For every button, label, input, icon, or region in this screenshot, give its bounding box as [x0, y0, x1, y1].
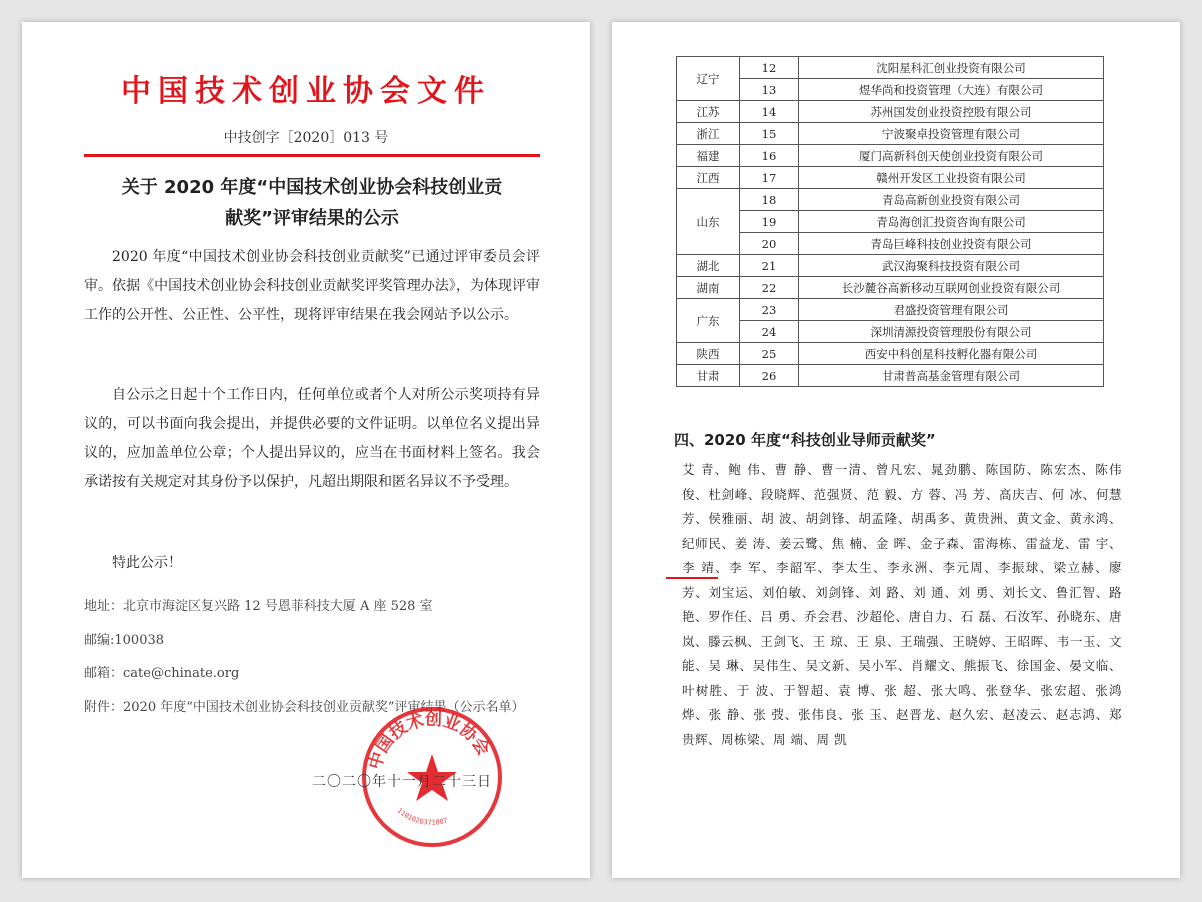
organization-cell: 煜华尚和投资管理（大连）有限公司	[799, 79, 1104, 101]
attachment-note: 附件：2020 年度“中国技术创业协会科技创业贡献奖”评审结果（公示名单）	[84, 700, 525, 715]
notice-title-line1: 关于 2020 年度“中国技术创业协会科技创业贡	[121, 177, 503, 198]
province-cell: 浙江	[677, 123, 740, 145]
seal-number: 1101020371007	[395, 806, 449, 827]
organization-cell: 沈阳星科汇创业投资有限公司	[799, 57, 1104, 79]
number-cell: 18	[740, 189, 799, 211]
svg-text:1101020371007	[396, 807, 449, 827]
table-row	[677, 233, 1104, 255]
organization-cell: 青岛高新创业投资有限公司	[799, 189, 1104, 211]
number-cell: 12	[740, 57, 799, 79]
document-number: 中技创字［2020］013 号	[223, 130, 389, 146]
paragraph-3: 特此公示！	[112, 555, 182, 571]
number-cell: 23	[740, 299, 799, 321]
left-page	[22, 22, 590, 878]
province-cell: 辽宁	[677, 57, 740, 101]
number-cell: 22	[740, 277, 799, 299]
email: 邮箱：cate@chinate.org	[84, 666, 240, 681]
organization-cell: 青岛海创汇投资咨询有限公司	[799, 211, 1104, 233]
award-table	[676, 56, 1104, 387]
table-row	[677, 343, 1104, 365]
number-cell: 20	[740, 233, 799, 255]
province-cell: 江西	[677, 167, 740, 189]
table-row	[677, 277, 1104, 299]
table-row	[677, 299, 1104, 321]
table-row	[677, 365, 1104, 387]
province-cell: 江苏	[677, 101, 740, 123]
table-row	[677, 167, 1104, 189]
address: 地址：北京市海淀区复兴路 12 号恩菲科技大厦 A 座 528 室	[84, 599, 433, 614]
province-cell: 福建	[677, 145, 740, 167]
number-cell: 15	[740, 123, 799, 145]
table-row	[677, 101, 1104, 123]
province-cell: 湖南	[677, 277, 740, 299]
number-cell: 14	[740, 101, 799, 123]
province-cell: 广东	[677, 299, 740, 343]
table-row	[677, 255, 1104, 277]
number-cell: 13	[740, 79, 799, 101]
table-row	[677, 211, 1104, 233]
province-cell: 甘肃	[677, 365, 740, 387]
organization-cell: 宁波聚卓投资管理有限公司	[799, 123, 1104, 145]
number-cell: 21	[740, 255, 799, 277]
number-cell: 25	[740, 343, 799, 365]
organization-cell: 苏州国发创业投资控股有限公司	[799, 101, 1104, 123]
table-row	[677, 189, 1104, 211]
notice-title	[102, 172, 522, 234]
seal-text: 中国技术创业协会	[365, 709, 494, 772]
number-cell: 24	[740, 321, 799, 343]
section-title: 四、2020 年度“科技创业导师贡献奖”	[674, 431, 936, 449]
table-row	[677, 57, 1104, 79]
table-row	[677, 123, 1104, 145]
paragraph-2: 自公示之日起十个工作日内，任何单位或者个人对所公示奖项持有异议的，可以书面向我会提出，并提供必要的文件证明。以单位名义提出异议的，应加盖单位公章；个人提出异议的，应当在书面材料上签名。我会承诺按有关规定对其身份予以保护，凡超出期限和匿名异议不予受理。	[84, 387, 540, 490]
notice-title-line2: 献奖”评审结果的公示	[225, 208, 399, 229]
document-header: 中国技术创业协会文件	[121, 74, 491, 109]
province-cell: 陕西	[677, 343, 740, 365]
province-cell: 山东	[677, 189, 740, 255]
number-cell: 16	[740, 145, 799, 167]
province-cell: 湖北	[677, 255, 740, 277]
postcode: 邮编:100038	[84, 633, 165, 648]
mentor-names-list: 艾 青、鲍 伟、曹 静、曹一清、曾凡宏、晁劲鹏、陈国防、陈宏杰、陈伟俊、杜剑峰、段晓辉、范强贤、范 毅、方 蓉、冯 芳、高庆吉、何 冰、何慧芳、侯雅丽、胡 波、胡剑锋、胡孟隆、胡禹多、黄贵洲、黄文金、黄永鸿、纪师民、姜 涛、姜云鹭、焦 楠、金 晖、金子森、雷海栋、雷益龙、雷 宇、李 靖、李 军、李韶军、李太生、李永洲、李元周、李振球、梁立赫、廖 芳、刘宝运、刘伯敏、刘剑锋、刘 路、刘 通、刘 勇、刘长文、鲁汇智、路 艳、罗作任、吕 勇、乔会君、沙超伦、唐自力、石 磊、石汝军、孙晓东、唐 岚、滕云枫、王剑飞、王 琼、王 泉、王瑞强、王晓婷、王昭晖、韦一玉、文 能、吴 琳、吴伟生、吴文新、吴小军、肖耀文、熊振飞、徐国金、晏文临、叶树胜、于 波、于智超、袁 博、张 超、张大鸣、张登华、张宏超、张鸿烨、张 静、张 弢、张伟良、张 玉、赵晋龙、赵久宏、赵凌云、赵志鸿、郑贵辉、周栋梁、周 端、周 凯	[682, 462, 1122, 747]
right-page	[612, 22, 1180, 878]
paragraph-1: 2020 年度“中国技术创业协会科技创业贡献奖”已通过评审委员会评审。依据《中国技术创业协会科技创业贡献奖评奖管理办法》，为体现评审工作的公开性、公正性、公平性，现将评审结果在我会网站予以公示。	[84, 249, 540, 323]
organization-cell: 赣州开发区工业投资有限公司	[799, 167, 1104, 189]
organization-cell: 甘肃普高基金管理有限公司	[799, 365, 1104, 387]
organization-cell: 长沙麓谷高新移动互联网创业投资有限公司	[799, 277, 1104, 299]
organization-cell: 君盛投资管理有限公司	[799, 299, 1104, 321]
issue-date: 二〇二〇年十一月二十三日	[312, 774, 492, 790]
organization-cell: 青岛巨峰科技创业投资有限公司	[799, 233, 1104, 255]
red-divider	[84, 154, 540, 157]
table-row	[677, 145, 1104, 167]
organization-cell: 深圳清源投资管理股份有限公司	[799, 321, 1104, 343]
table-row	[677, 79, 1104, 101]
number-cell: 26	[740, 365, 799, 387]
number-cell: 17	[740, 167, 799, 189]
organization-cell: 武汉海聚科技投资有限公司	[799, 255, 1104, 277]
number-cell: 19	[740, 211, 799, 233]
table-row	[677, 321, 1104, 343]
organization-cell: 厦门高新科创天使创业投资有限公司	[799, 145, 1104, 167]
organization-cell: 西安中科创星科技孵化器有限公司	[799, 343, 1104, 365]
